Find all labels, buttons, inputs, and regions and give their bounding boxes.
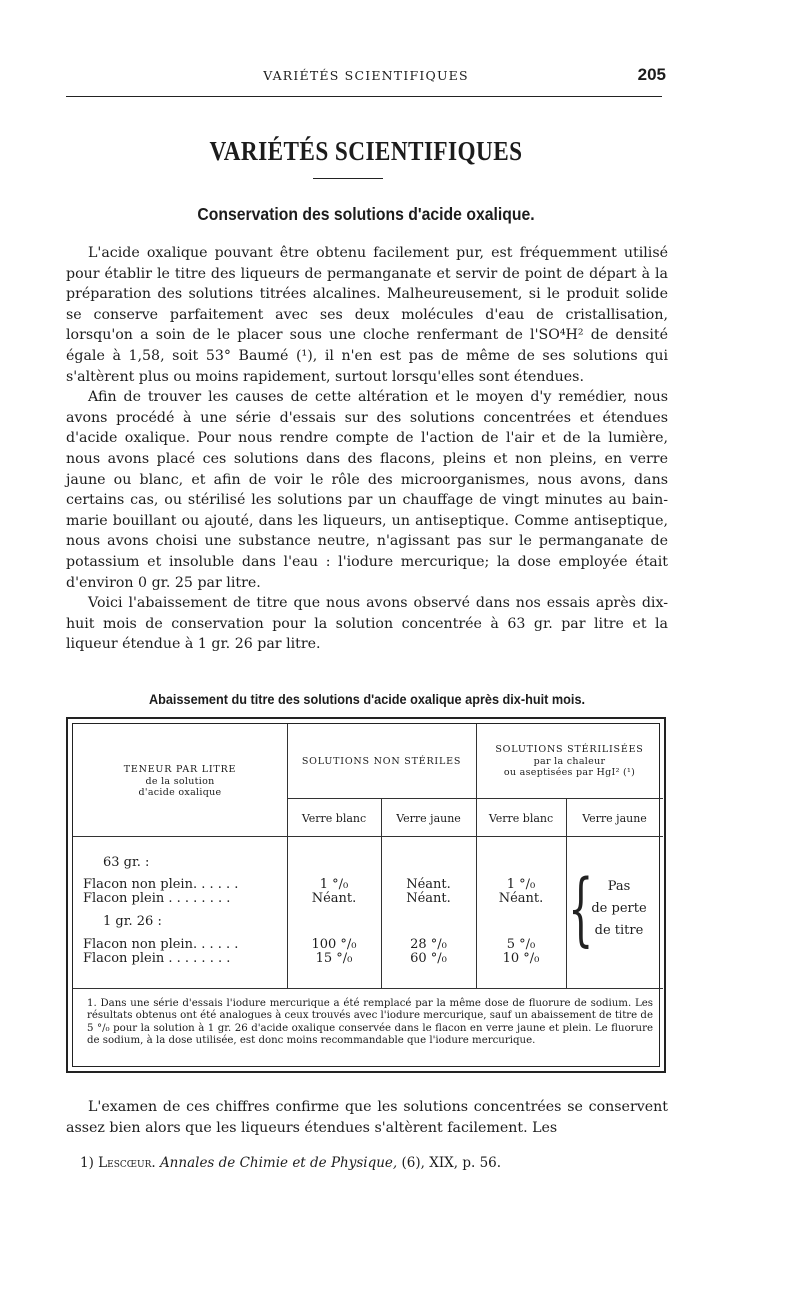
- running-title: VARIÉTÉS SCIENTIFIQUES: [263, 68, 469, 83]
- title-rule: [313, 178, 383, 179]
- footnote-reference: (6), XIX, p. 56.: [401, 1155, 502, 1171]
- conclusion-paragraph: [66, 1097, 668, 1138]
- header-line: d'acide oxalique: [138, 787, 222, 798]
- header-rule: [66, 96, 662, 97]
- table-cell: 1 °/₀: [319, 877, 349, 892]
- table-divider: [73, 988, 663, 989]
- merged-cell-line: Pas: [607, 879, 631, 894]
- paragraph-3: Voici l'abaissement de titre que nous avons observé dans nos essais après dix-huit mois de conservation pour la solution concentrée à 63 gr. par litre et la liqueur étendue à 1 gr. 26 par litre.: [66, 595, 668, 653]
- header-line: SOLUTIONS STÉRILISÉES: [495, 744, 644, 755]
- subheader-yellow-glass-1: Verre jaune: [396, 812, 461, 825]
- footnote-marker: 1): [80, 1155, 94, 1171]
- table-cell: 28 °/₀: [410, 937, 447, 952]
- table-cell: 10 °/₀: [502, 951, 540, 966]
- table-cell: 5 °/₀: [506, 937, 536, 952]
- table-divider: [566, 798, 567, 988]
- data-table: [66, 717, 666, 1073]
- table-cell: 60 °/₀: [410, 951, 447, 966]
- table-divider: [287, 798, 663, 799]
- article-title: Conservation des solutions d'acide oxalique.: [197, 204, 535, 224]
- table-footnote: 1. Dans une série d'essais l'iodure mercurique a été remplacé par la même dose de fluorure de sodium. Les résultats obtenus ont été analogues à ceux trouvés avec l'iodure mercurique, sauf un abaissement de titre de 5 °/₀ pour la solution à 1 gr. 26 d'acide oxalique conservée dans le flacon en verre jaune et plein. Le fluorure de sodium, à la dose utilisée, est donc moins recommandable que l'iodure mercurique.: [87, 998, 653, 1047]
- running-head: [66, 66, 666, 86]
- paragraph-1: L'acide oxalique pouvant être obtenu facilement pur, est fréquemment utilisé pour établir le titre des liqueurs de permanganate et servir de point de départ à la préparation des solutions titrées alcalines. Malheureusement, si le produit solide se conserve parfaitement avec ses deux molécules d'eau de cristallisation, lorsqu'on a soin de le placer sous une cloche renfermant de l'SO⁴H² de densité égale à 1,58, soit 53° Baumé (¹), il n'en est pas de même de ses solutions qui s'altèrent plus ou moins rapidement, surtout lorsqu'elles sont étendues.: [66, 245, 668, 385]
- header-line: de la solution: [145, 775, 215, 787]
- table-cell: 15 °/₀: [315, 951, 353, 966]
- table-cell: Néant.: [311, 891, 357, 906]
- header-line: par la chaleur: [533, 755, 606, 767]
- subheader-white-glass-2: Verre blanc: [488, 812, 554, 825]
- page-footnote: [80, 1155, 640, 1171]
- table-divider: [73, 836, 663, 837]
- row-label: Flacon non plein. . . . . .: [83, 937, 239, 952]
- table-cell: Néant.: [406, 877, 451, 892]
- row-label: Flacon plein . . . . . . . .: [83, 951, 231, 966]
- header-content-per-litre: [73, 764, 287, 799]
- row-label: Flacon plein . . . . . . . .: [83, 891, 231, 906]
- left-brace-icon: {: [568, 862, 594, 955]
- conclusion-text: L'examen de ces chiffres confirme que les solutions concentrées se conservent assez bien alors que les liqueurs étendues s'altèrent facilement. Les: [66, 1099, 668, 1136]
- row-label: Flacon non plein. . . . . .: [83, 877, 239, 892]
- page-number: 205: [637, 65, 666, 84]
- group-label-1g26: 1 gr. 26 :: [103, 914, 162, 929]
- table-cell: 100 °/₀: [311, 937, 357, 952]
- table-cell: Néant.: [406, 891, 451, 906]
- table-caption: Abaissement du titre des solutions d'acide oxalique après dix-huit mois.: [148, 692, 586, 707]
- footnote-author: Lescœur.: [98, 1155, 156, 1171]
- merged-cell-no-loss: [589, 876, 649, 942]
- merged-cell-line: de titre: [594, 923, 644, 938]
- table-cell: 1 °/₀: [506, 877, 536, 892]
- subheader-yellow-glass-2: Verre jaune: [582, 812, 647, 825]
- header-sterilised: [476, 744, 663, 779]
- group-label-63g: 63 gr. :: [103, 855, 150, 870]
- table-cell: Néant.: [498, 891, 544, 906]
- header-line: ou aseptisées par HgI² (¹): [503, 767, 636, 778]
- merged-cell-line: de perte: [591, 901, 647, 916]
- footnote-journal: Annales de Chimie et de Physique,: [159, 1155, 398, 1171]
- header-line: TENEUR PAR LITRE: [123, 764, 237, 775]
- subheader-white-glass-1: Verre blanc: [301, 812, 367, 825]
- body-paragraphs: [66, 243, 668, 655]
- header-non-sterile: SOLUTIONS NON STÉRILES: [301, 756, 462, 767]
- section-title: VARIÉTÉS SCIENTIFIQUES: [209, 136, 523, 166]
- paragraph-2: Afin de trouver les causes de cette altération et le moyen d'y remédier, nous avons procédé à une série d'essais sur des solutions concentrées et étendues d'acide oxalique. Pour nous rendre compte de l'action de l'air et de la lumière, nous avons placé ces solutions dans des flacons, pleins et non pleins, en verre jaune ou blanc, et afin de voir le rôle des microorganismes, nous avons, dans certains cas, ou stérilisé les solutions par un chauffage de vingt minutes au bain-marie bouillant ou ajouté, dans les liqueurs, un antiseptique. Comme antiseptique, nous avons choisi une substance neutre, n'agissant pas sur le permanganate de potassium et insoluble dans l'eau : l'iodure mercurique; la dose employée était d'environ 0 gr. 25 par litre.: [66, 389, 668, 591]
- table-inner-border: [72, 723, 660, 1067]
